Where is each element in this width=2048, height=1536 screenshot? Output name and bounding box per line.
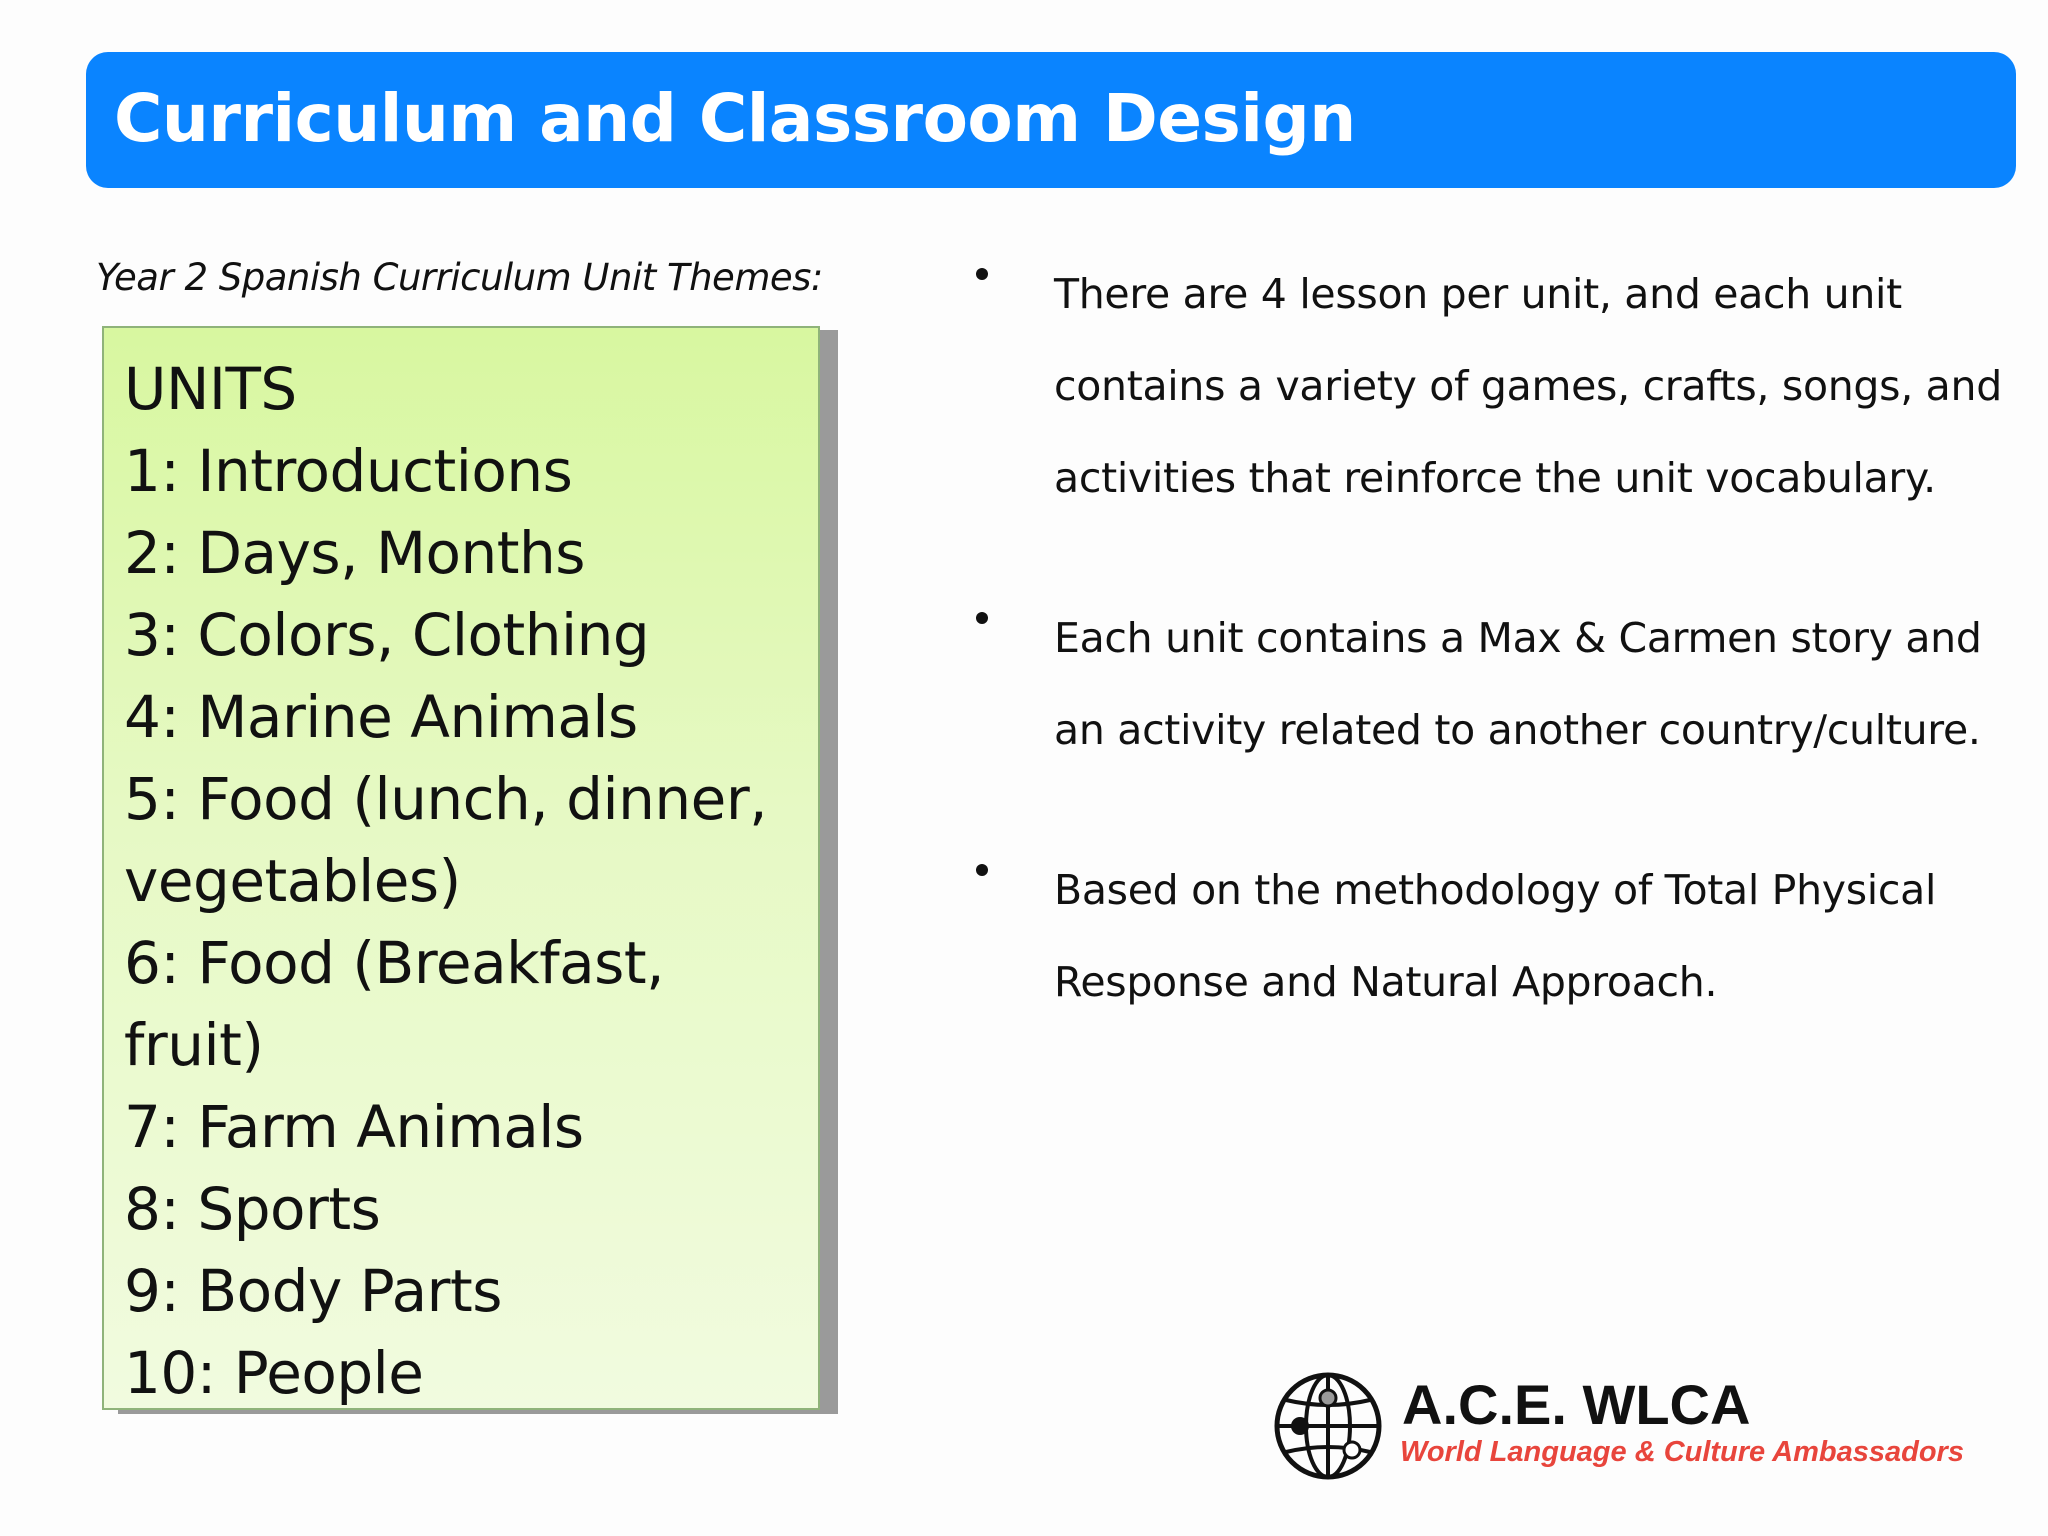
title-banner [86, 52, 2016, 188]
unit-item-continued: fruit) [124, 1011, 264, 1079]
unit-item: 3: Colors, Clothing [124, 601, 650, 669]
bullet-item [976, 592, 2016, 776]
bullet-item [976, 844, 2016, 1028]
bullet-item [976, 248, 2016, 524]
ace-wlca-logo [1272, 1370, 1992, 1482]
logo-name: A.C.E. WLCA [1402, 1373, 1751, 1436]
units-heading: UNITS [124, 355, 297, 423]
bullet-text: Each unit contains a Max & Carmen story and an activity related to another country/culture. [1054, 614, 1982, 754]
bullet-dot-icon [976, 268, 988, 280]
unit-item: 6: Food (Breakfast, [124, 929, 665, 997]
units-subtitle: Year 2 Spanish Curriculum Unit Themes: [96, 256, 823, 299]
unit-item: 2: Days, Months [124, 519, 586, 587]
slide-title: Curriculum and Classroom Design [114, 80, 1356, 157]
unit-item-continued: vegetables) [124, 847, 461, 915]
unit-item: 1: Introductions [124, 437, 573, 505]
logo-tagline: World Language & Culture Ambassadors [1400, 1436, 1964, 1468]
unit-item: 7: Farm Animals [124, 1093, 584, 1161]
unit-item: 9: Body Parts [124, 1257, 502, 1325]
bullet-dot-icon [976, 864, 988, 876]
bullet-dot-icon [976, 612, 988, 624]
globe-icon [1272, 1370, 1384, 1482]
bullet-list [976, 272, 2016, 1120]
bullet-text: There are 4 lesson per unit, and each unit contains a variety of games, crafts, songs, and activities that reinforce the unit vocabulary. [1054, 270, 2002, 502]
units-box [102, 326, 820, 1410]
bullet-text: Based on the methodology of Total Physical Response and Natural Approach. [1054, 866, 1937, 1006]
unit-item: 10: People [124, 1339, 424, 1407]
unit-item: 4: Marine Animals [124, 683, 638, 751]
unit-item: 5: Food (lunch, dinner, [124, 765, 768, 833]
unit-item: 8: Sports [124, 1175, 381, 1243]
